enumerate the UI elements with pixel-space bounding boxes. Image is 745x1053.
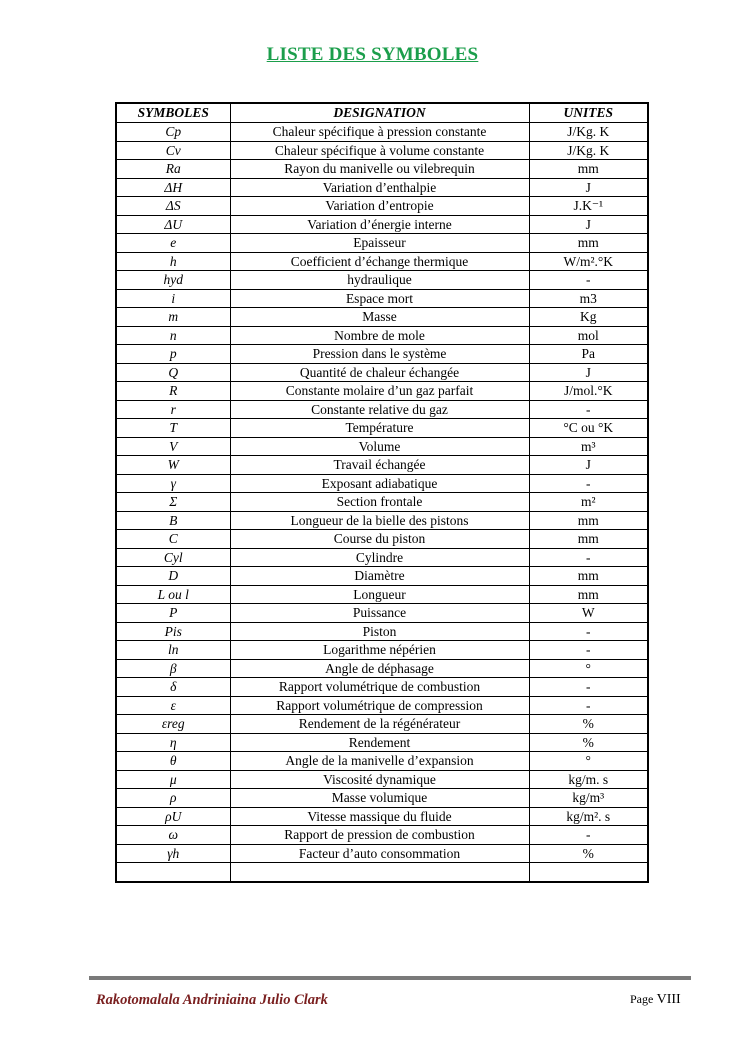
designation-cell: Espace mort	[230, 289, 529, 308]
table-row	[116, 197, 648, 216]
table-body	[116, 123, 648, 882]
unit-cell: mm	[529, 160, 648, 179]
symbol-cell: ρ	[116, 789, 230, 808]
symbol-cell: ρU	[116, 807, 230, 826]
unit-cell: J	[529, 215, 648, 234]
unit-cell: -	[529, 400, 648, 419]
table-row	[116, 308, 648, 327]
designation-cell: Rendement de la régénérateur	[230, 715, 529, 734]
designation-cell: Longueur	[230, 585, 529, 604]
symbol-cell: p	[116, 345, 230, 364]
unit-cell: mm	[529, 530, 648, 549]
designation-cell: Volume	[230, 437, 529, 456]
unit-cell: W	[529, 604, 648, 623]
designation-cell: Viscosité dynamique	[230, 770, 529, 789]
table-row	[116, 271, 648, 290]
unit-cell: -	[529, 622, 648, 641]
unit-cell: mm	[529, 511, 648, 530]
table-row	[116, 567, 648, 586]
designation-cell: Section frontale	[230, 493, 529, 512]
unit-cell: W/m².°K	[529, 252, 648, 271]
table-row	[116, 733, 648, 752]
table-row	[116, 493, 648, 512]
designation-cell: Exposant adiabatique	[230, 474, 529, 493]
designation-cell: Rendement	[230, 733, 529, 752]
unit-cell: kg/m³	[529, 789, 648, 808]
table-row	[116, 160, 648, 179]
table-row	[116, 548, 648, 567]
unit-cell: %	[529, 715, 648, 734]
table-row	[116, 622, 648, 641]
designation-cell: Course du piston	[230, 530, 529, 549]
designation-cell: Diamètre	[230, 567, 529, 586]
unit-cell: mm	[529, 234, 648, 253]
symbol-cell: B	[116, 511, 230, 530]
table-row	[116, 215, 648, 234]
symbol-cell: δ	[116, 678, 230, 697]
designation-cell	[230, 863, 529, 882]
unit-cell: mm	[529, 585, 648, 604]
designation-cell: Piston	[230, 622, 529, 641]
symbol-cell: ΔS	[116, 197, 230, 216]
symbol-cell: e	[116, 234, 230, 253]
symbol-cell: μ	[116, 770, 230, 789]
table-row	[116, 363, 648, 382]
symbol-cell: Ra	[116, 160, 230, 179]
table-row	[116, 456, 648, 475]
unit-cell: J	[529, 363, 648, 382]
symbol-cell: ΔU	[116, 215, 230, 234]
designation-cell: Pression dans le système	[230, 345, 529, 364]
symbol-cell: Q	[116, 363, 230, 382]
table-row	[116, 530, 648, 549]
unit-cell: J/mol.°K	[529, 382, 648, 401]
table-row	[116, 807, 648, 826]
unit-cell: %	[529, 844, 648, 863]
symbol-cell: ε	[116, 696, 230, 715]
symbol-cell: C	[116, 530, 230, 549]
designation-cell: hydraulique	[230, 271, 529, 290]
designation-cell: Puissance	[230, 604, 529, 623]
header-units: UNITES	[529, 103, 648, 123]
unit-cell: Pa	[529, 345, 648, 364]
table-row	[116, 585, 648, 604]
symbol-cell: γ	[116, 474, 230, 493]
designation-cell: Quantité de chaleur échangée	[230, 363, 529, 382]
table-row	[116, 789, 648, 808]
table-row	[116, 678, 648, 697]
unit-cell	[529, 863, 648, 882]
footer-author: Rakotomalala Andriniaina Julio Clark	[96, 992, 328, 1008]
symbol-cell: D	[116, 567, 230, 586]
table-header	[116, 103, 648, 123]
table-row	[116, 715, 648, 734]
unit-cell: J	[529, 178, 648, 197]
symbol-cell: n	[116, 326, 230, 345]
table-row	[116, 289, 648, 308]
footer-rule	[89, 976, 691, 980]
designation-cell: Constante relative du gaz	[230, 400, 529, 419]
table-row	[116, 234, 648, 253]
table-row	[116, 511, 648, 530]
designation-cell: Angle de la manivelle d’expansion	[230, 752, 529, 771]
symbol-cell: εreg	[116, 715, 230, 734]
designation-cell: Rapport volumétrique de compression	[230, 696, 529, 715]
symbol-cell: Cv	[116, 141, 230, 160]
page-number-block	[630, 992, 681, 1008]
symbol-cell: V	[116, 437, 230, 456]
table-row	[116, 326, 648, 345]
unit-cell: -	[529, 548, 648, 567]
symbol-cell: Cyl	[116, 548, 230, 567]
designation-cell: Angle de déphasage	[230, 659, 529, 678]
unit-cell: -	[529, 641, 648, 660]
designation-cell: Facteur d’auto consommation	[230, 844, 529, 863]
unit-cell: -	[529, 826, 648, 845]
unit-cell: kg/m. s	[529, 770, 648, 789]
symbol-cell: Σ	[116, 493, 230, 512]
unit-cell: mm	[529, 567, 648, 586]
unit-cell: J/Kg. K	[529, 123, 648, 142]
symbol-cell: i	[116, 289, 230, 308]
symbol-cell: ΔH	[116, 178, 230, 197]
designation-cell: Coefficient d’échange thermique	[230, 252, 529, 271]
table-header-row	[116, 103, 648, 123]
header-designation: DESIGNATION	[230, 103, 529, 123]
unit-cell: J	[529, 456, 648, 475]
header-symbols: SYMBOLES	[116, 103, 230, 123]
table-row	[116, 863, 648, 882]
table-row	[116, 752, 648, 771]
table-row	[116, 178, 648, 197]
symbol-cell: Cp	[116, 123, 230, 142]
symbol-cell: ln	[116, 641, 230, 660]
table-row	[116, 382, 648, 401]
table-row	[116, 252, 648, 271]
unit-cell: Kg	[529, 308, 648, 327]
table-row	[116, 345, 648, 364]
symbol-cell: T	[116, 419, 230, 438]
symbol-cell: ω	[116, 826, 230, 845]
symbol-cell: θ	[116, 752, 230, 771]
symbol-cell: W	[116, 456, 230, 475]
unit-cell: -	[529, 696, 648, 715]
designation-cell: Température	[230, 419, 529, 438]
symbol-cell	[116, 863, 230, 882]
table-row	[116, 123, 648, 142]
designation-cell: Nombre de mole	[230, 326, 529, 345]
table-row	[116, 844, 648, 863]
unit-cell: -	[529, 271, 648, 290]
unit-cell: °	[529, 659, 648, 678]
unit-cell: J.K⁻¹	[529, 197, 648, 216]
designation-cell: Variation d’entropie	[230, 197, 529, 216]
table-row	[116, 437, 648, 456]
table-row	[116, 641, 648, 660]
designation-cell: Constante molaire d’un gaz parfait	[230, 382, 529, 401]
table-row	[116, 659, 648, 678]
table-row	[116, 826, 648, 845]
symbol-cell: γh	[116, 844, 230, 863]
symbol-cell: m	[116, 308, 230, 327]
symbol-cell: R	[116, 382, 230, 401]
unit-cell: -	[529, 678, 648, 697]
designation-cell: Variation d’énergie interne	[230, 215, 529, 234]
unit-cell: °C ou °K	[529, 419, 648, 438]
table-row	[116, 419, 648, 438]
symbol-cell: η	[116, 733, 230, 752]
unit-cell: J/Kg. K	[529, 141, 648, 160]
designation-cell: Chaleur spécifique à pression constante	[230, 123, 529, 142]
symbol-cell: Pis	[116, 622, 230, 641]
designation-cell: Rapport volumétrique de combustion	[230, 678, 529, 697]
symbols-table	[115, 102, 649, 883]
designation-cell: Travail échangée	[230, 456, 529, 475]
table-row	[116, 400, 648, 419]
unit-cell: m²	[529, 493, 648, 512]
table-row	[116, 770, 648, 789]
unit-cell: °	[529, 752, 648, 771]
unit-cell: mol	[529, 326, 648, 345]
symbol-cell: L ou l	[116, 585, 230, 604]
designation-cell: Masse volumique	[230, 789, 529, 808]
designation-cell: Variation d’enthalpie	[230, 178, 529, 197]
designation-cell: Longueur de la bielle des pistons	[230, 511, 529, 530]
unit-cell: kg/m². s	[529, 807, 648, 826]
page-title: LISTE DES SYMBOLES	[266, 44, 479, 65]
table-row	[116, 141, 648, 160]
table-row	[116, 474, 648, 493]
designation-cell: Vitesse massique du fluide	[230, 807, 529, 826]
designation-cell: Epaisseur	[230, 234, 529, 253]
designation-cell: Rapport de pression de combustion	[230, 826, 529, 845]
designation-cell: Logarithme népérien	[230, 641, 529, 660]
page-label: Page	[630, 992, 654, 1006]
table-row	[116, 696, 648, 715]
symbol-cell: hyd	[116, 271, 230, 290]
table-row	[116, 604, 648, 623]
symbol-cell: P	[116, 604, 230, 623]
unit-cell: m3	[529, 289, 648, 308]
unit-cell: -	[529, 474, 648, 493]
unit-cell: m³	[529, 437, 648, 456]
page-number: VIII	[656, 992, 681, 1007]
symbol-cell: β	[116, 659, 230, 678]
designation-cell: Chaleur spécifique à volume constante	[230, 141, 529, 160]
designation-cell: Rayon du manivelle ou vilebrequin	[230, 160, 529, 179]
symbol-cell: r	[116, 400, 230, 419]
designation-cell: Masse	[230, 308, 529, 327]
symbol-cell: h	[116, 252, 230, 271]
unit-cell: %	[529, 733, 648, 752]
designation-cell: Cylindre	[230, 548, 529, 567]
